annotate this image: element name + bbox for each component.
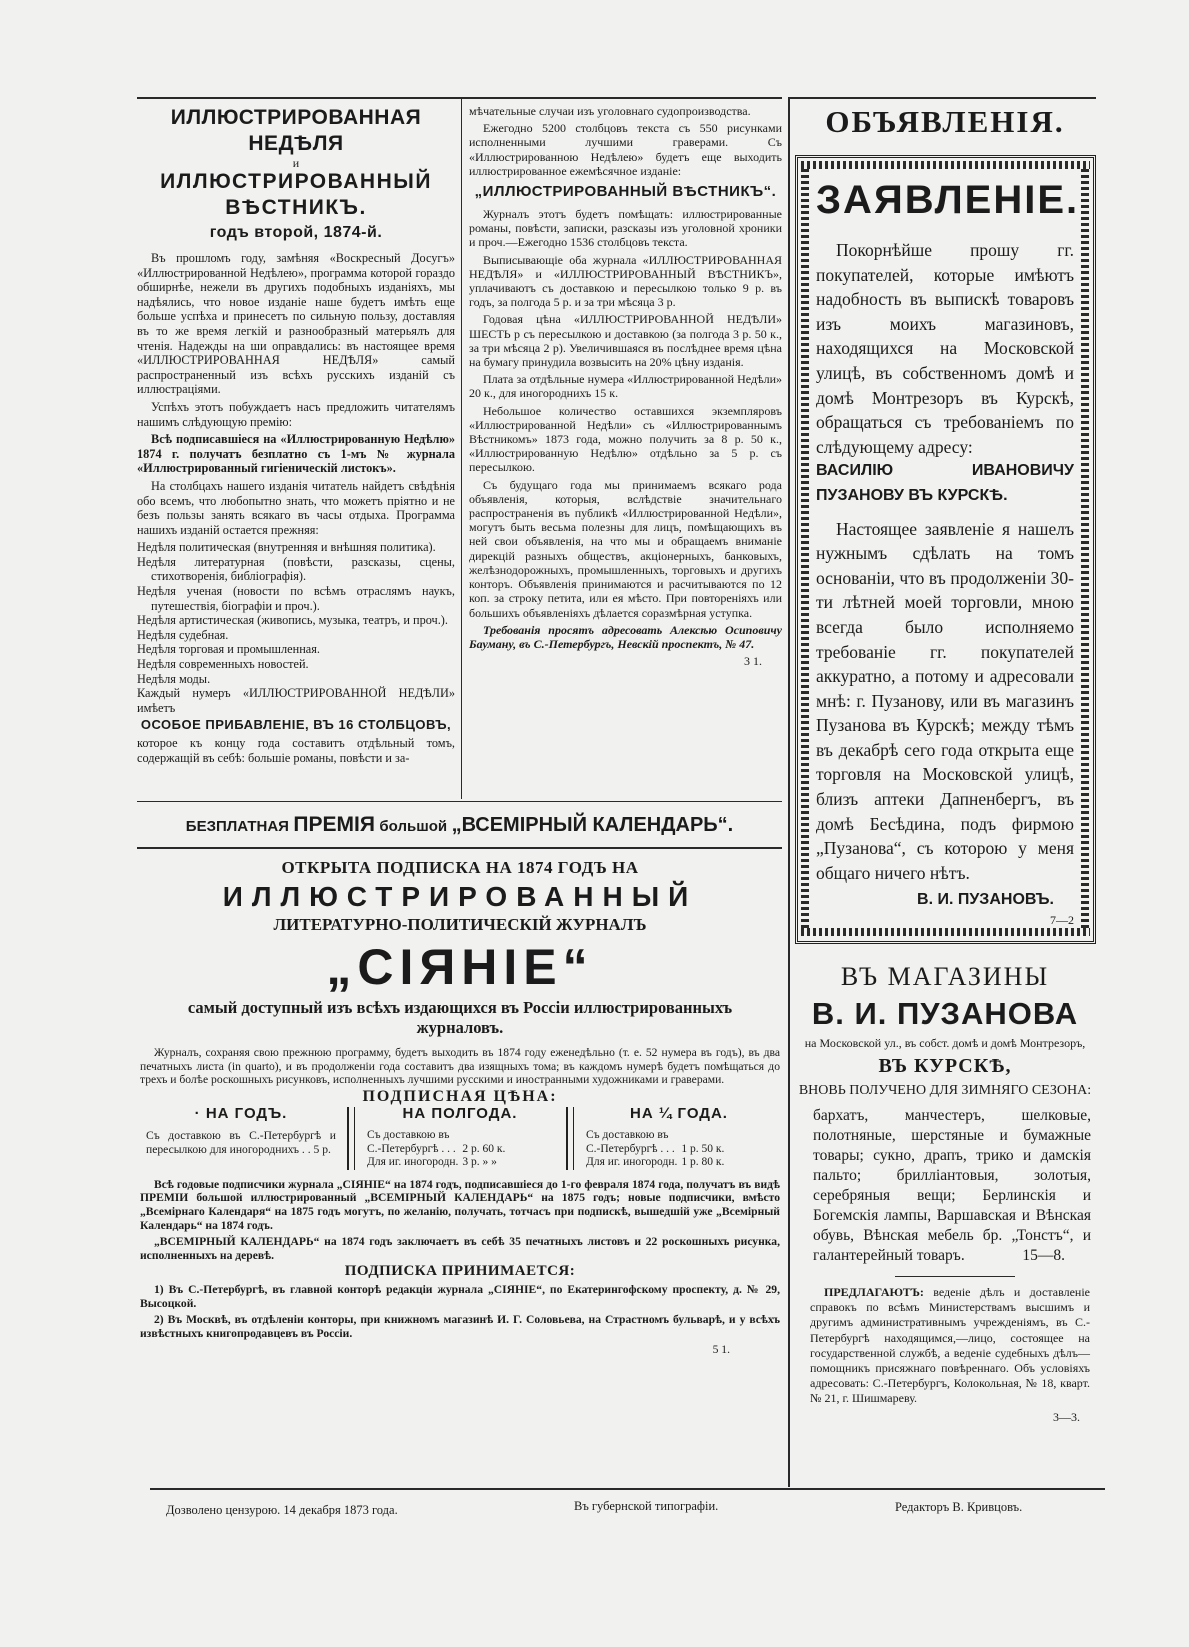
- banner-rule-bottom: [137, 847, 782, 849]
- ad-number: 5 1.: [712, 1343, 730, 1357]
- article-year: годъ второй, 1874-й.: [209, 224, 383, 241]
- list-item: Недѣля современныхъ новостей.: [137, 657, 309, 672]
- stores-owner: В. И. ПУЗАНОВА: [811, 996, 1079, 1031]
- paragraph: [810, 1285, 1090, 1407]
- illustrated-herald-article: [469, 104, 782, 668]
- list-item: Недѣля политическая (внутренняя и внѣшняя политика).: [137, 540, 436, 555]
- price-cell: Съ доставкою въ: [367, 1128, 450, 1141]
- advertisements-header: ОБЪЯВЛЕНIЯ.: [825, 104, 1065, 139]
- paragraph: Небольшое количество оставшихся экземпляровъ «Иллюстрированной Недѣли» съ «Иллюстрированнымъ Вѣстникомъ» 1873 года, можно получить за 8 р. 50 к., «Иллюстрированную Недѣлю» отдѣльно за 5 р. съ пересылкою.: [469, 403, 782, 475]
- paragraph: Каждый нумеръ «ИЛЛЮСТРИРОВАННОЙ НЕДѢЛИ» имѣетъ: [137, 686, 455, 715]
- price-cell: 1 р. 80 к.: [681, 1156, 725, 1169]
- subscription-open: ОТКРЫТА ПОДПИСКА НА 1874 ГОДЪ НА: [281, 858, 639, 877]
- stores-location: на Московской ул., въ собст. домѣ и домѣ Монтрезоръ,: [804, 1036, 1086, 1050]
- paragraph: Плата за отдѣльные нумера «Иллюстрированной Недѣли» 20 к., для иногороднихъ 15 к.: [469, 372, 782, 401]
- price-year: [140, 1107, 342, 1169]
- siyanie-title: „СIЯНIЕ“: [326, 939, 594, 995]
- siyanie-advert: [140, 856, 780, 1357]
- price-half-heading: НА ПОЛГОДА.: [402, 1105, 518, 1123]
- censor-line: Дозволено цензурою. 14 декабря 1873 года.: [166, 1503, 398, 1517]
- stores-season: ВНОВЬ ПОЛУЧЕНО ДЛЯ ЗИМНЯГО СЕЗОНА:: [798, 1083, 1092, 1098]
- paragraph: Журналъ, сохраняя свою прежнюю программу, будетъ выходить въ 1874 году еженедѣльно (т. е. 52 нумера въ годъ), въ два печатныхъ листа (in quarto), и въ продолженiи года составитъ два изящныхъ тома; въ каждомъ нумерѣ будетъ помѣщаться до трехъ и болѣе роскошныхъ рисунковъ, исполненныхъ лучшими русскими и иностранными художниками и граверами.: [140, 1046, 780, 1087]
- paragraph: На столбцахъ нашего изданiя читатель найдетъ свѣдѣнiя обо всемъ, что любопытно знать, что можетъ прiятно и не безъ пользы занять всякаго въ часы отдыха. Программа нашихъ изданiй остается прежняя:: [137, 478, 455, 537]
- price-cell: Для иг. иногородн.: [367, 1156, 459, 1169]
- price-cell: [679, 1129, 726, 1143]
- price-quarter-heading: НА ¼ ГОДА.: [630, 1105, 728, 1123]
- price-divider: [566, 1107, 574, 1169]
- list-item: Недѣля литературная (повѣсти, разсказы, сцены, стихотворенiя, библiографiя).: [137, 554, 455, 584]
- supplement-heading: ОСОБОЕ ПРИБАВЛЕНIЕ, ВЪ 16 СТОЛБЦОВЪ,: [140, 717, 452, 733]
- list-item: Недѣля судебная.: [137, 627, 229, 642]
- ad-number: 3—3.: [1053, 1409, 1080, 1424]
- price-half-table: [365, 1129, 507, 1170]
- ad-number: 7—2: [1050, 913, 1074, 928]
- price-cell: [460, 1129, 507, 1143]
- offers-lead: ПРЕДЛАГАЮТЪ:: [824, 1285, 924, 1299]
- top-rule-right: [790, 97, 1096, 99]
- ad-number: 15—8.: [1022, 1247, 1065, 1264]
- paragraph: которое къ концу года составитъ отдѣльный томъ, содержащiй въ себѣ: большiе романы, повѣсти и за-: [137, 736, 455, 765]
- price-cell: Съ доставкою въ: [586, 1128, 669, 1141]
- list-item: Недѣля артистическая (живопись, музыка, театръ, и проч.).: [137, 613, 448, 628]
- illustrated-heading: ИЛЛЮСТРИРОВАННЫЙ: [222, 881, 698, 912]
- ad-separator: [895, 1276, 1015, 1277]
- column-divider-right: [788, 97, 790, 1487]
- article-title-week: ИЛЛЮСТРИРОВАННАЯ НЕДѢЛЯ: [170, 106, 422, 155]
- article-title-herald: ИЛЛЮСТРИРОВАННЫЙ ВѢСТНИКЪ.: [160, 170, 432, 219]
- illustrated-week-article: [137, 105, 455, 768]
- paragraph: Выписывающiе оба журнала «ИЛЛЮСТРИРОВАННАЯ НЕДѢЛЯ» и «ИЛЛЮСТРИРОВАННЫЙ ВѢСТНИКЪ», уплачиваютъ съ доставкою и пересылкою только 9 р. въ годъ, за полгода 5 р. и за три мѣсяца 3 р.: [469, 252, 782, 310]
- price-cell: 2 р. 60 к.: [462, 1142, 506, 1155]
- paragraph: Годовая цѣна «ИЛЛЮСТРИРОВАННОЙ НЕДѢЛИ» ШЕСТЬ р съ пересылкою и доставкою (за полгода 3 р. 50 к., за три мѣсяца 2 р). Увеличившаяся въ послѣднее время цѣна на бумагу принудила возвысить на 20% цѣну изданiя.: [469, 312, 782, 370]
- paragraph: Настоящее заявленiе я нашелъ нужнымъ сдѣлать на томъ основанiи, что въ продолженiи 30-ти лѣтней моей торговли, мною всегда было исполняемо требованiе гг. покупателей аккуратно, а потому и адресовали мнѣ: г. Пузанову, или въ магазинъ Пузанова въ Курскѣ; между тѣмъ въ декабрѣ сего года открыта еще торговля на Московской улицѣ, близъ аптеки Дапненбергъ, въ домѣ Бесѣдина, подъ фирмою „Пузанова“, съ которою у меня общаго ничего нѣтъ.: [816, 518, 1074, 883]
- price-quarter-table: [584, 1129, 726, 1170]
- banner-premium: ПРЕМIЯ: [293, 813, 375, 836]
- frame-ornament-left: [801, 169, 809, 928]
- stores-heading: ВЪ МАГАЗИНЫ: [840, 962, 1050, 991]
- paragraph: Всѣ годовые подписчики журнала „СIЯНIЕ“ на 1874 годъ, подписавшiеся до 1-го февраля 1874 года, получатъ въ видѣ ПРЕМIИ большой иллюстрированный „ВСЕМIРНЫЙ КАЛЕНДАРЬ“ на 1875 годъ; новые подписчики, вмѣсто „Всемiрнаго Календаря“ на 1875 годъ могутъ, по желанiю, получать, тотчасъ при подпискѣ, вышедшiй уже „Всемiрный Календарь“ на 1874 годъ.: [140, 1177, 780, 1232]
- legal-services-ad: [810, 1285, 1090, 1425]
- price-cell: Для иг. иногородн.: [586, 1156, 678, 1169]
- list-item: Недѣля моды.: [137, 671, 211, 686]
- article-title-and: и: [292, 156, 300, 170]
- price-year-heading: · НА ГОДЪ.: [194, 1105, 288, 1123]
- paragraph: мѣчательные случаи изъ уголовнаго судопроизводства.: [469, 104, 751, 118]
- statement-title: ЗАЯВЛЕНIЕ.: [816, 178, 1080, 222]
- paragraph: Съ будущаго года мы принимаемъ всякаго рода объявленiя, которыя, вслѣдствiе значительнаго распространенiя въ публикѣ «Иллюстрированной Недѣли», могутъ быть весьма полезны для лицъ, помѣщающихъ въ ней свои объявленiя, на что мы и обращаемъ вниманiе дирекцiй разныхъ обществъ, акцiонерныхъ, банковыхъ, желѣзнодорожныхъ, промышленныхъ, торговыхъ и другихъ конторъ. Объявленiя принимаются и расчитываются по 12 коп. за строку петита, или ея мѣсто. При повторенiяхъ или большихъ объявленiяхъ дѣлается соразмѣрная уступка.: [469, 477, 782, 620]
- frame-ornament-bottom: [801, 928, 1090, 936]
- ad-number: 3 1.: [744, 654, 762, 669]
- paragraph: Журналъ этотъ будетъ помѣщать: иллюстрированные романы, повѣсти, записки, разсказы изъ уголовной хроники и проч.—Ежегодно 1536 столбцовъ текста.: [469, 207, 782, 250]
- paragraph: 2) Въ Москвѣ, въ отдѣленiи конторы, при книжномъ магазинѣ И. Г. Соловьева, на Страстномъ бульварѣ, и у всѣхъ извѣстныхъ книгопродавцевъ въ Россiи.: [140, 1313, 780, 1340]
- footer-rule: [150, 1488, 1105, 1490]
- price-table: [140, 1107, 780, 1169]
- paragraph: бархатъ, манчестеръ, шелковые, полотняные, шерстяные и бумажные товары; сукно, драпъ, трико и дамскiя пальто; бриллiантовыя, золотыя, серебряныя вещи; Берлинскiя и Богемскiя лампы, Варшавская и Вѣнская обувь, Вѣнская мебель бр. „Тонстъ“, и галантерейный товаръ.: [813, 1107, 1091, 1264]
- offers-text: веденiе дѣлъ и доставленiе справокъ по всѣмъ Министерствамъ высшимъ и другимъ административнымъ учрежденiямъ, въ С.-Петербургѣ находящимся,—лицо, состоящее на государственной службѣ, а веденiе судебныхъ дѣлъ—помощникъ присяжнаго повѣреннаго. Объ условiяхъ адресовать: С.-Петербургъ, Колокольная, № 18, кварт. № 21, г. Шишмареву.: [810, 1285, 1091, 1406]
- herald-title: „ИЛЛЮСТРИРОВАННЫЙ ВѢСТНИКЪ“.: [474, 183, 777, 201]
- top-rule-left: [137, 97, 782, 99]
- frame-ornament-right: [1081, 169, 1089, 928]
- subscription-accepted-heading: ПОДПИСКА ПРИНИМАЕТСЯ:: [344, 1263, 576, 1280]
- column-divider-left: [461, 99, 462, 799]
- journal-type: ЛИТЕРАТУРНО-ПОЛИТИЧЕСКIЙ ЖУРНАЛЪ: [273, 915, 647, 934]
- price-quarter: [578, 1107, 780, 1169]
- banner-rule-top: [137, 801, 782, 802]
- price-title: ПОДПИСНАЯ ЦѢНА:: [362, 1087, 558, 1105]
- price-cell: С.-Петербургѣ . . .: [586, 1142, 675, 1155]
- paragraph: Ежегодно 5200 столбцовъ текста съ 550 рисунками исполненными лучшими граверами. Съ «Иллюстрированною Недѣлею» будетъ еще выходить иллюстрированное ежемѣсячное изданiе:: [469, 121, 782, 178]
- printing-line: Въ губернской типографiи.: [574, 1499, 719, 1513]
- paragraph: 1) Въ С.-Петербургѣ, въ главной конторѣ редакцiи журнала „СIЯНIЕ“, по Екатерингофскому проспекту, д. № 29, Высоцкой.: [140, 1282, 780, 1310]
- banner-free: БЕЗПЛАТНАЯ: [185, 818, 289, 835]
- paragraph: Покорнѣйше прошу гг. покупателей, которые имѣютъ надобность въ выпискѣ товаровъ изъ моихъ магазиновъ, находящихся на Московской улицѣ, въ собственномъ домѣ и домѣ Монтрезоръ въ Курскѣ, обращаться съ требованiемъ по слѣдующему адресу:: [816, 240, 1074, 457]
- list-item: Недѣля ученая (новости по всѣмъ отраслямъ наукъ, путешествiя, бiографiи и проч.).: [137, 584, 455, 613]
- puzanov-stores-ad: [795, 960, 1095, 1266]
- paragraph: Въ прошломъ году, замѣняя «Воскресный Досугъ» «Иллюстрированной Недѣлею», программа которой гораздо обширнѣе, нежели въ другихъ подобныхъ изданiяхъ, мы надѣялись, что новое изданiе наше будетъ имѣть еще больше успѣха и принесетъ по сильную пользу, доставляя въ то же время легкiй и разнообразный матерьялъ для чтенiя. Надежды на ши оправдались: въ настоящее время «ИЛЛЮСТРИРОВАННАЯ НЕДѢЛЯ» самый распространенный изъ всѣхъ русскихъ изданiй съ иллюстрацiями.: [137, 251, 455, 397]
- siyanie-subtitle: самый доступный изъ всѣхъ издающихся въ Россiи иллюстрированныхъ журналовъ.: [187, 998, 733, 1037]
- statement-signature: В. И. ПУЗАНОВЪ.: [917, 891, 1054, 909]
- price-year-text: Съ доставкою въ С.-Петербургѣ и пересылкою для иногороднихъ . . 5 р.: [146, 1128, 336, 1156]
- program-list: [137, 540, 455, 686]
- editor-line: Редакторъ В. Кривцовъ.: [895, 1500, 1023, 1514]
- price-half: [359, 1107, 561, 1169]
- paragraph: Успѣхъ этотъ побуждаетъ насъ предложить читателямъ нашимъ слѣдующую премiю:: [137, 399, 455, 429]
- paragraph: Всѣ подписавшiеся на «Иллюстрированную Недѣлю» 1874 г. получатъ безплатно съ 1-мъ № журнала «Иллюстрированный гигiеническiй листокъ».: [137, 432, 455, 476]
- paragraph: „ВСЕМIРНЫЙ КАЛЕНДАРЬ“ на 1874 годъ заключаетъ въ себѣ 35 печатныхъ листовъ и 22 роскошныхъ рисунка, исполненныхъ на деревѣ.: [140, 1235, 780, 1262]
- price-cell: 1 р. 50 к.: [681, 1142, 725, 1155]
- paragraph: Требованiя просятъ адресовать Алексѣю Осиповичу Бауману, въ С.-Петербургъ, Невскiй проспектъ, № 47.: [469, 622, 782, 651]
- price-divider: [347, 1107, 355, 1169]
- price-cell: С.-Петербургѣ . . .: [367, 1142, 456, 1155]
- statement-ad: [816, 172, 1080, 928]
- statement-address: ВАСИЛIЮ ИВАНОВИЧУ ПУЗАНОВУ ВЪ КУРСКѢ.: [816, 462, 1074, 504]
- price-cell: 3 р. » »: [462, 1156, 497, 1169]
- banner-large: большой: [379, 818, 448, 835]
- list-item: Недѣля торговая и промышленная.: [137, 642, 320, 657]
- stores-city: ВЪ КУРСКѢ,: [878, 1055, 1012, 1077]
- premium-banner: [137, 813, 782, 837]
- frame-ornament-top: [801, 161, 1090, 169]
- banner-calendar: „ВСЕМIРНЫЙ КАЛЕНДАРЬ“.: [451, 814, 734, 836]
